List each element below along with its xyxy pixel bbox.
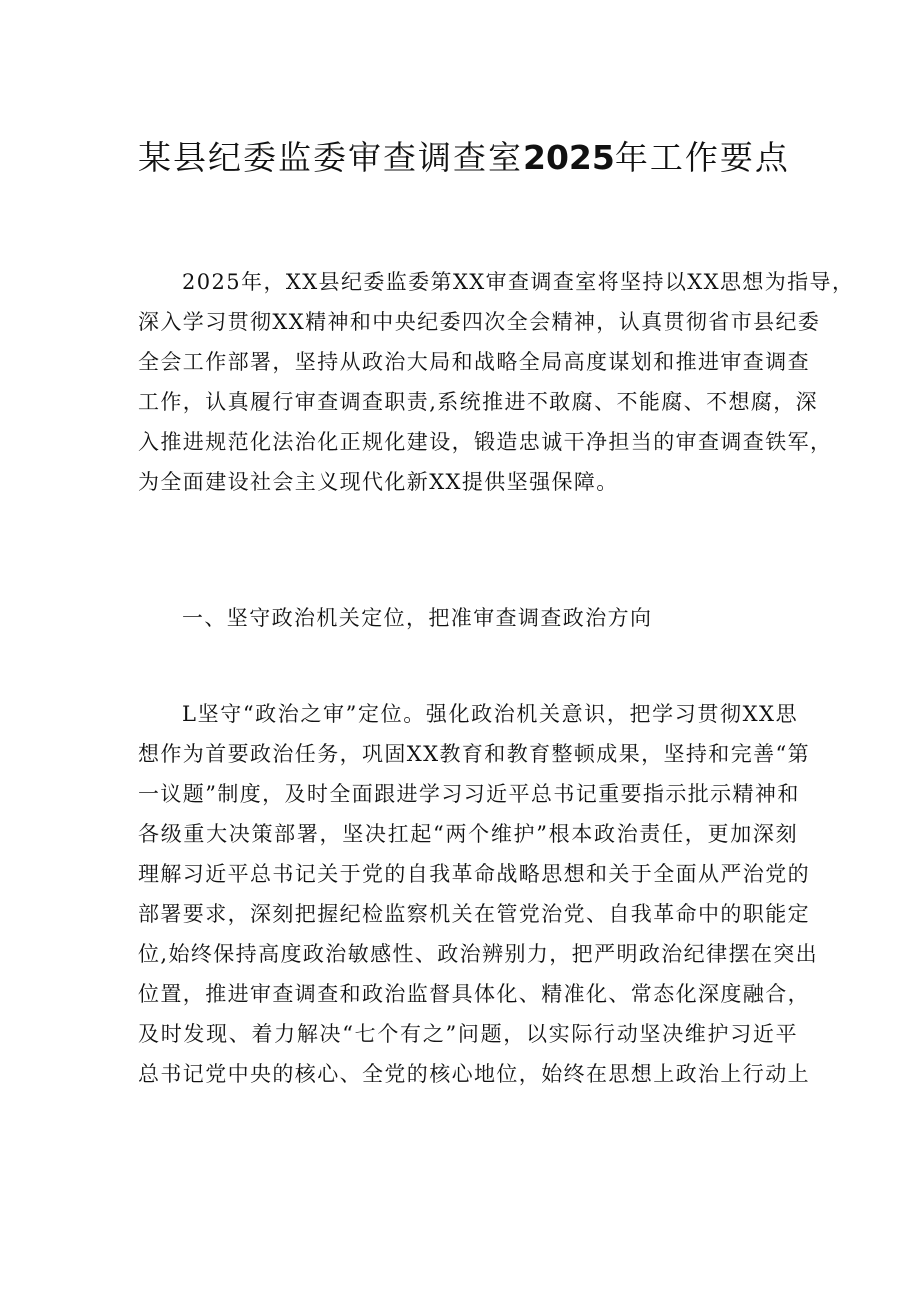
intro-line: 工作，认真履行审查调查职责,系统推进不敢腐、不能腐、不想腐，深 [138,390,819,414]
document-title [138,136,838,180]
item1-line: 总书记党中央的核心、全党的核心地位，始终在思想上政治上行动上 [138,1062,810,1086]
intro-line: 为全面建设社会主义现代化新XX提供坚强保障。 [138,470,619,494]
item1-line: 想作为首要政治任务，巩固XX教育和教育整顿成果，坚持和完善“第 [138,742,811,766]
item1-line: 各级重大决策部署，坚决扛起“两个维护”根本政治责任，更加深刻 [138,822,798,846]
item1-line: 及时发现、着力解决“七个有之”问题，以实际行动坚决维护习近平 [138,1022,798,1046]
intro-line: 深入学习贯彻XX精神和中央纪委四次全会精神，认真贯彻省市县纪委 [138,310,821,334]
title-tail: 年工作要点 [614,138,790,177]
title-year: 2025 [523,138,615,177]
title-main: 某县纪委监委审查调查室 [138,138,523,177]
item1-paragraph [138,694,819,1094]
intro-line: 入推进规范化法治化正规化建设，锻造忠诚干净担当的审查调查铁军， [138,430,833,454]
item1-line: 部署要求，深刻把握纪检监察机关在管党治党、自我革命中的职能定 [138,902,810,926]
section-heading: 一、坚守政治机关定位，把准审查调查政治方向 [182,606,653,630]
intro-paragraph [138,262,855,502]
item1-line: 位置，推进审查调查和政治监督具体化、精准化、常态化深度融合， [138,982,810,1006]
intro-line: 2025年，XX县纪委监委第XX审查调查室将坚持以XX思想为指导， [182,270,855,294]
item1-line: L坚守“政治之审”定位。强化政治机关意识，把学习贯彻XX思 [182,702,798,726]
intro-line: 全会工作部署，坚持从政治大局和战略全局高度谋划和推进审查调查 [138,350,810,374]
item1-line: 一议题”制度，及时全面跟进学习习近平总书记重要指示批示精神和 [138,782,800,806]
item1-line: 理解习近平总书记关于党的自我革命战略思想和关于全面从严治党的 [138,862,810,886]
item1-line: 位,始终保持高度政治敏感性、政治辨别力，把严明政治纪律摆在突出 [138,942,819,966]
